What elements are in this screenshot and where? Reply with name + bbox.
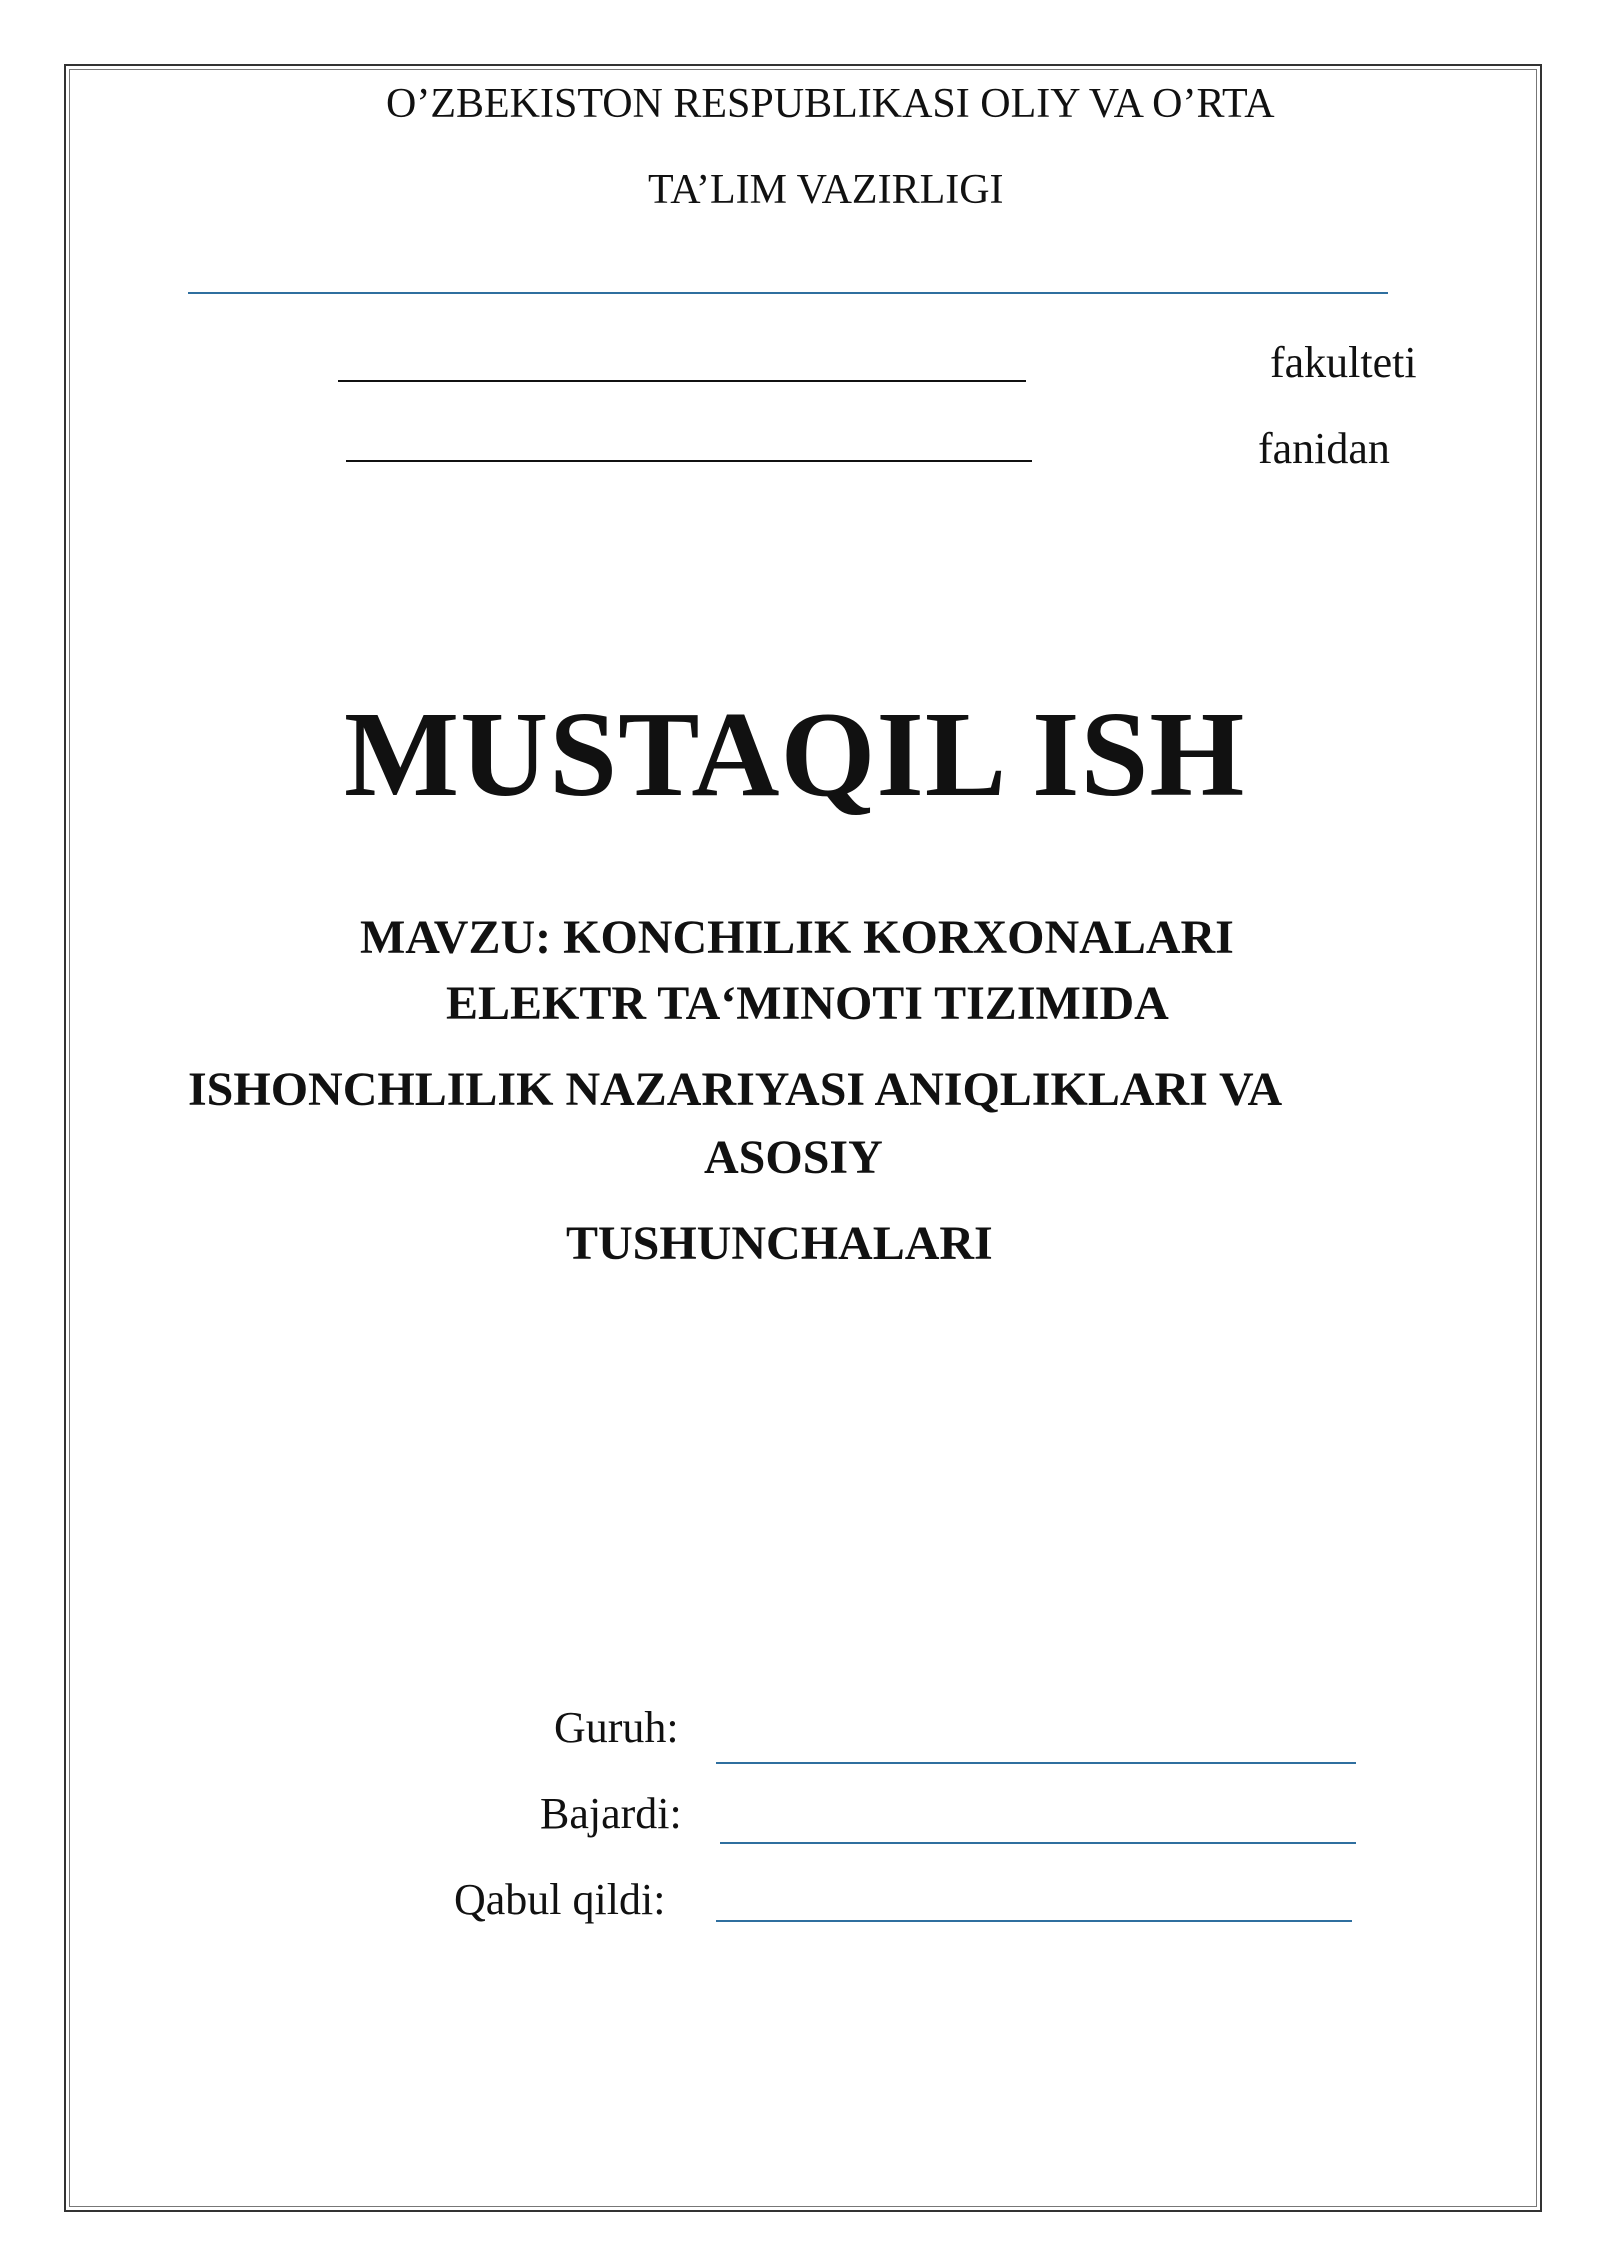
ministry-line-2: TA’LIM VAZIRLIGI [648, 167, 1004, 213]
topic-line-3: ISHONCHLILIK NAZARIYASI ANIQLIKLARI VA [188, 1063, 1283, 1116]
topic-line-1: MAVZU: KONCHILIK KORXONALARI [360, 911, 1234, 964]
ministry-line-1: O’ZBEKISTON RESPUBLIKASI OLIY VA O’RTA [386, 81, 1275, 127]
faculty-label: fakulteti [1270, 338, 1417, 387]
topic-line-4: ASOSIY [704, 1131, 883, 1184]
topic-line-2: ELEKTR TA‘MINOTI TIZIMIDA [446, 977, 1169, 1030]
subject-blank-line[interactable] [346, 460, 1032, 462]
header-divider [188, 292, 1388, 294]
faculty-blank-line[interactable] [338, 380, 1026, 382]
group-label: Guruh: [554, 1703, 679, 1752]
done-by-blank-line[interactable] [720, 1842, 1356, 1844]
done-by-label: Bajardi: [540, 1789, 682, 1838]
topic-line-5: TUSHUNCHALARI [566, 1217, 993, 1270]
document-title: MUSTAQIL ISH [344, 687, 1246, 822]
accepted-by-blank-line[interactable] [716, 1920, 1352, 1922]
group-blank-line[interactable] [716, 1762, 1356, 1764]
accepted-by-label: Qabul qildi: [454, 1875, 666, 1924]
subject-label: fanidan [1258, 424, 1390, 473]
